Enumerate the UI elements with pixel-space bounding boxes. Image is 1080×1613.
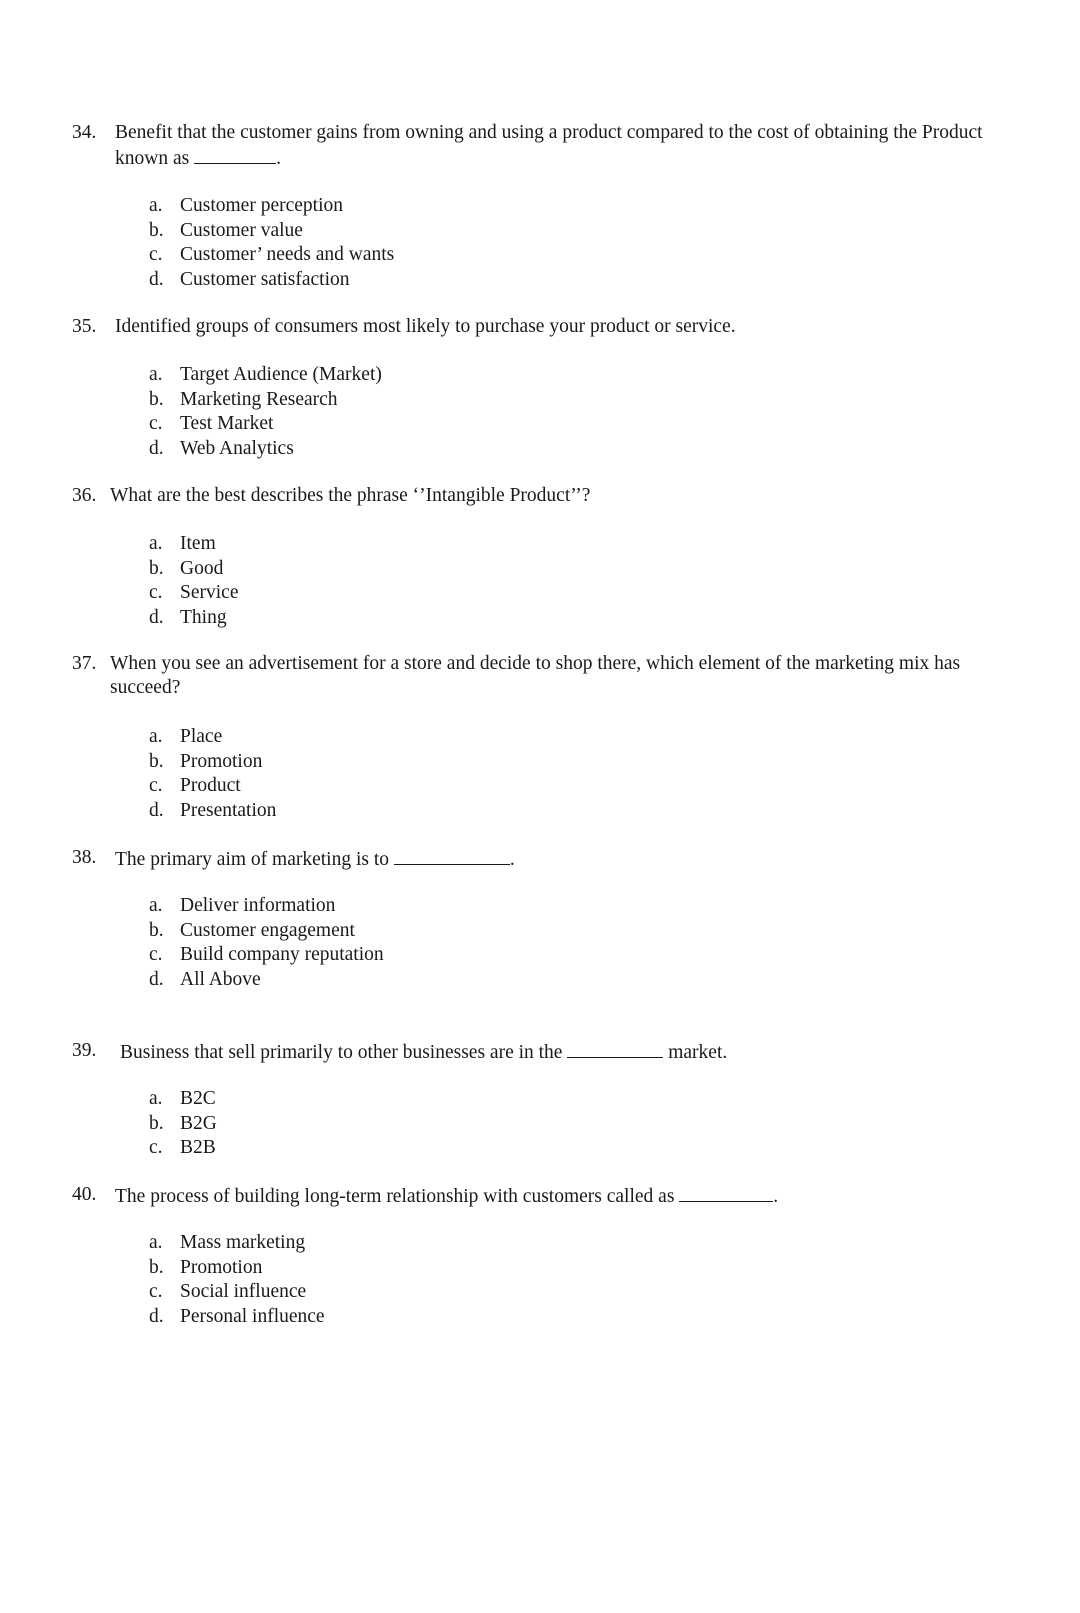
question-text: Benefit that the customer gains from owning and using a product compared to the cost of obtaining the Product known as . — [115, 122, 983, 169]
question-number: 40. — [72, 1184, 97, 1205]
answer-blank — [679, 1183, 773, 1202]
answer-blank — [394, 846, 510, 865]
question-text: The process of building long-term relationship with customers called as . — [115, 1183, 1005, 1209]
question-text: When you see an advertisement for a store and decide to shop there, which element of the marketing mix has succeed? — [110, 653, 961, 698]
question-number: 38. — [72, 847, 97, 868]
question-text: Identified groups of consumers most likely to purchase your product or service. — [115, 316, 736, 337]
answer-blank — [567, 1039, 663, 1058]
question-text: Business that sell primarily to other businesses are in the market. — [120, 1039, 1010, 1065]
question-number: 39. — [72, 1040, 97, 1061]
quiz-page: 34. Benefit that the customer gains from owning and using a product compared to the cost of obtaining the Product known as . a. Customer perception b. Customer value c. Customer’ needs and wants d. Customer satisfaction 35. Identified groups of consumers most likely to purchase your product or service. a. Target Audience (Market) b. Marketing Research c. Test Market d. Web Analytics 36. What are the best describes the phrase ‘’Intangible Product’’? a. Item b. Good c. Service d. Thing 37. When you see an advertisement for a store and decide to shop there, which element of the marketing mix has succeed? a. Place b. Promotion c. Product d. Presentation 38. The primary aim of marketing is to . a. Deliver information b. Customer engagement c. Build company reputation d. All Above 39. Business that sell primarily to other businesses are in the market. a. B2C b. B2G c. B2B 40. The process of building long-term relationship with customers called as . a. Mass marketing b. Promotion c. Social influence d. Personal influence — [0, 0, 1080, 1613]
question-text: The primary aim of marketing is to . — [115, 846, 1005, 872]
question-number: 37. — [72, 653, 97, 674]
answer-blank — [194, 145, 276, 164]
question-number: 34. — [72, 122, 97, 143]
question-number: 36. — [72, 485, 97, 506]
question-number: 35. — [72, 316, 97, 337]
question-text: What are the best describes the phrase ‘’Intangible Product’’? — [110, 485, 591, 506]
